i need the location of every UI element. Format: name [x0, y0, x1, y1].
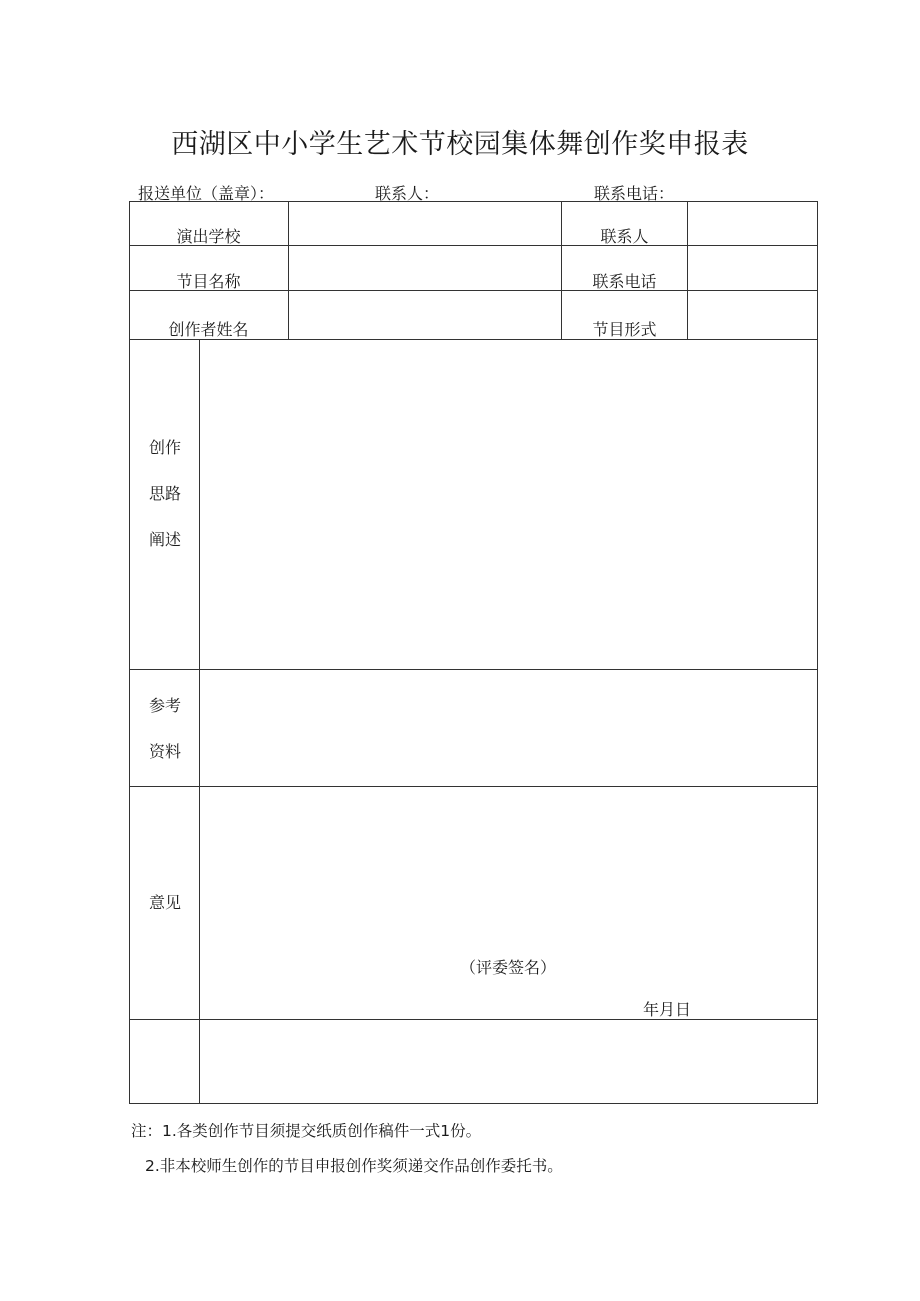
program-form-field[interactable] [688, 291, 817, 339]
contact-person-field[interactable] [688, 202, 817, 245]
extra-label-cell[interactable] [130, 1020, 199, 1103]
reference-field[interactable] [200, 670, 817, 786]
creator-name-label: 创作者姓名 [168, 320, 249, 339]
header-contact-label: 联系人： [375, 184, 440, 203]
reference-label [130, 683, 200, 775]
reference-label-line: 参考 [148, 696, 181, 715]
submitting-unit-label: 报送单位（盖章）： [138, 184, 275, 203]
creative-idea-label-line: 阐述 [148, 530, 181, 549]
creative-idea-field[interactable] [200, 340, 817, 669]
opinion-label: 意见 [148, 893, 181, 912]
opinion-field[interactable] [200, 787, 817, 1019]
school-field[interactable] [289, 202, 561, 245]
creator-name-field[interactable] [289, 291, 561, 339]
date-label: 年月日 [643, 1000, 692, 1019]
program-form-label: 节目形式 [592, 320, 657, 339]
note-line-1: 注：1.各类创作节目须提交纸质创作稿件一式1份。 [131, 1122, 482, 1140]
header-phone-label: 联系电话： [594, 184, 675, 203]
creative-idea-label [130, 425, 200, 563]
program-name-label: 节目名称 [176, 272, 241, 291]
contact-phone-field[interactable] [688, 246, 817, 290]
contact-person-label: 联系人 [600, 227, 649, 246]
reference-label-line: 资料 [148, 742, 181, 761]
program-name-field[interactable] [289, 246, 561, 290]
note-line-2: 2.非本校师生创作的节目申报创作奖须递交作品创作委托书。 [145, 1157, 563, 1175]
contact-phone-label: 联系电话 [592, 272, 657, 291]
extra-field[interactable] [200, 1020, 817, 1103]
form-title: 西湖区中小学生艺术节校园集体舞创作奖申报表 [171, 129, 749, 160]
creative-idea-label-line: 创作 [148, 438, 181, 457]
judge-signature-label: （评委签名） [460, 958, 557, 977]
creative-idea-label-line: 思路 [148, 484, 181, 503]
school-label: 演出学校 [176, 227, 241, 246]
